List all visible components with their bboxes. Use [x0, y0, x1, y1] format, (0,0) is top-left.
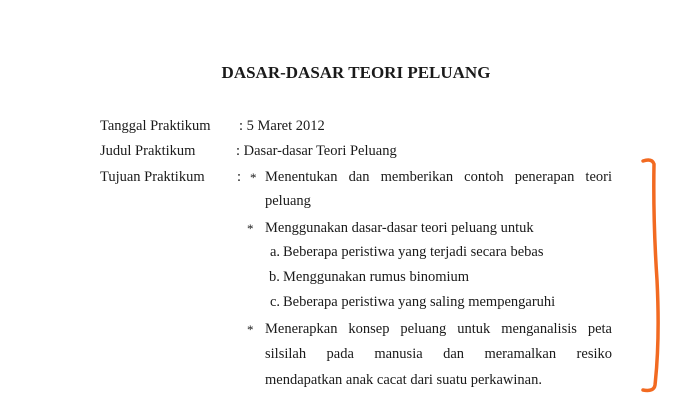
value-judul: : Dasar-dasar Teori Peluang	[236, 143, 397, 159]
objective-3-line1: Menerapkan konsep peluang untuk menganalisis peta	[265, 321, 612, 337]
bullet-1: *	[250, 170, 257, 185]
bullet-2: *	[247, 221, 254, 236]
label-tanggal: Tanggal Praktikum	[100, 118, 211, 134]
objective-1-line1: Menentukan dan memberikan contoh penerapan teori	[265, 169, 612, 185]
label-tujuan: Tujuan Praktikum	[100, 169, 205, 185]
objective-2-line1: Menggunakan dasar-dasar teori peluang untuk	[265, 220, 534, 236]
sub-b-text: Menggunakan rumus binomium	[283, 269, 470, 285]
bullet-3: *	[247, 322, 254, 337]
objective-3-line2: silsilah pada manusia dan meramalkan resiko	[265, 346, 612, 362]
sub-c-marker: c.	[270, 294, 281, 310]
value-tanggal: : 5 Maret 2012	[239, 118, 325, 134]
sub-a-text: Beberapa peristiwa yang terjadi secara bebas	[283, 244, 544, 260]
sub-c-text: Beberapa peristiwa yang saling mempengaruhi	[283, 294, 556, 310]
sub-a-marker: a.	[270, 244, 281, 260]
label-judul: Judul Praktikum	[100, 143, 196, 159]
colon-tujuan: :	[237, 169, 242, 185]
document-title: DASAR-DASAR TEORI PELUANG	[221, 63, 491, 82]
sub-b-marker: b.	[269, 269, 280, 285]
objective-1-line2: peluang	[265, 193, 311, 209]
objective-3-line3: mendapatkan anak cacat dari suatu perkawinan.	[265, 372, 542, 388]
